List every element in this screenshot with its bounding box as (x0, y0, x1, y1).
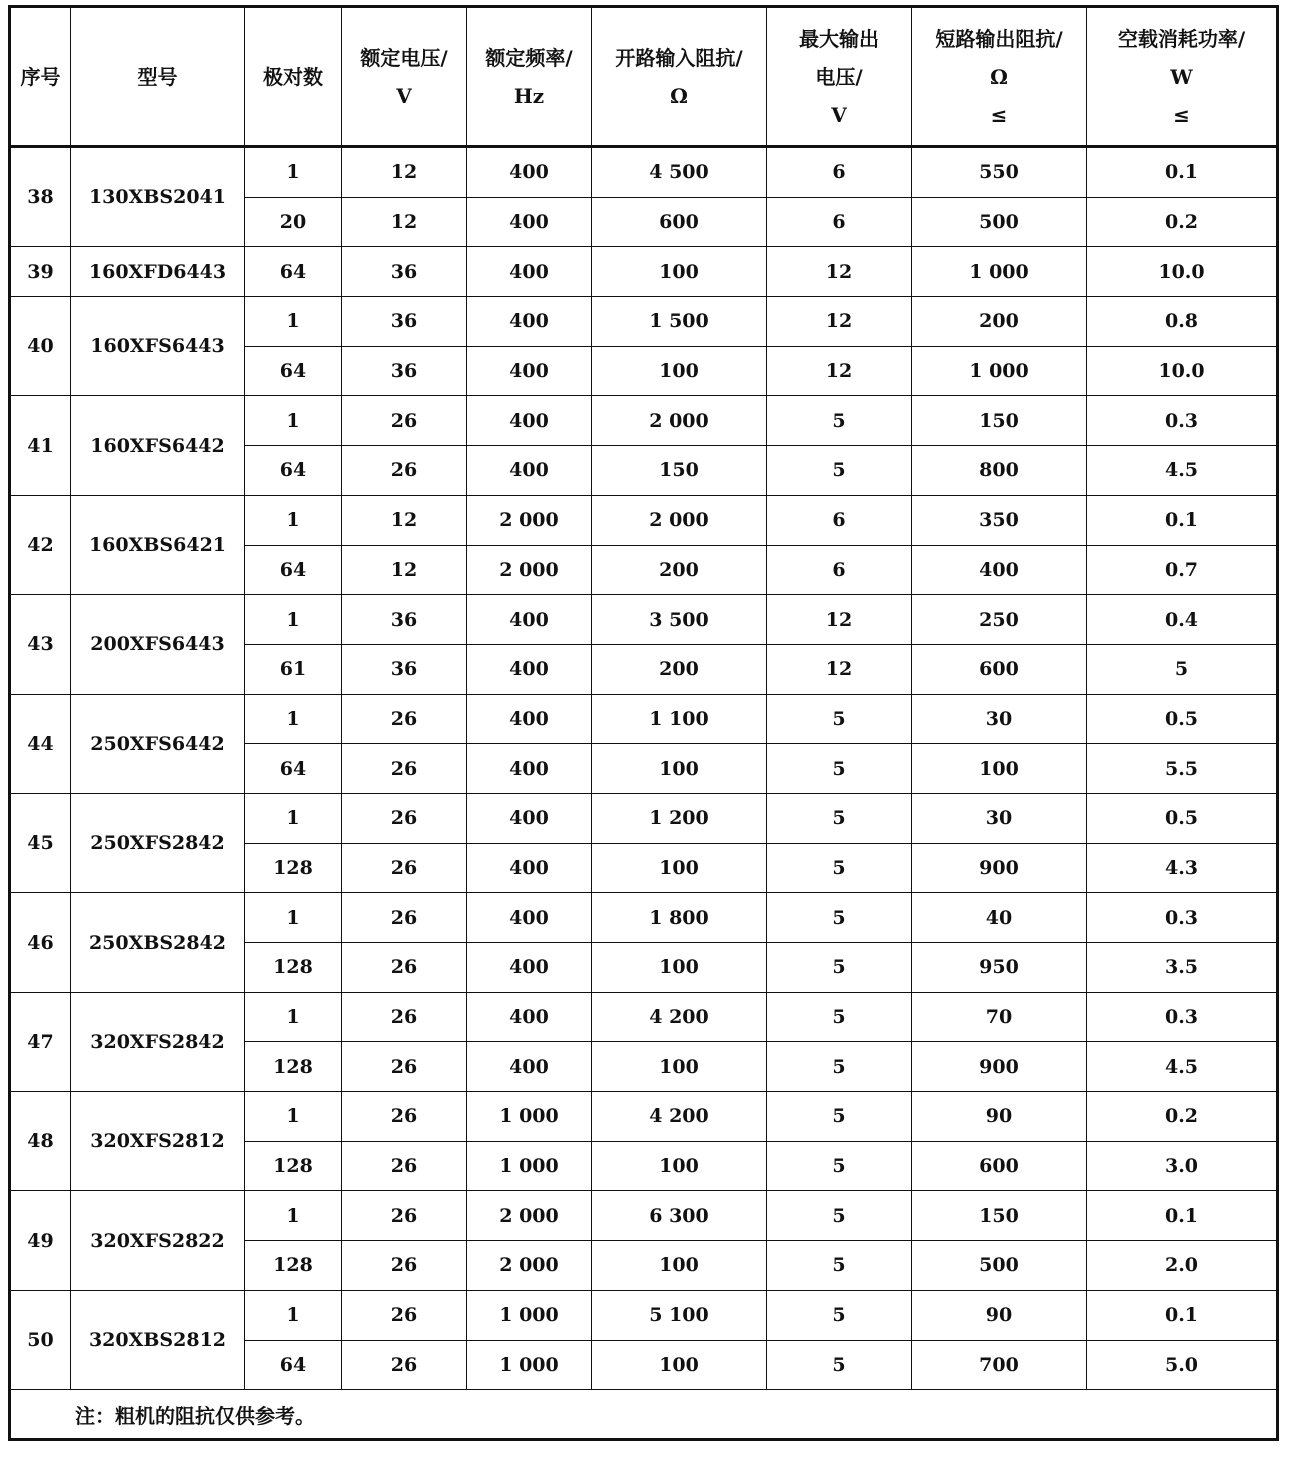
cell-serial-no: 44 (10, 694, 71, 793)
cell-open-input-impedance: 100 (592, 1042, 767, 1092)
spec-table (8, 5, 1279, 1441)
cell-rated-voltage: 26 (342, 694, 467, 744)
cell-open-input-impedance: 100 (592, 247, 767, 297)
cell-pole-pairs: 128 (245, 1241, 342, 1291)
table-row (10, 147, 1278, 198)
cell-rated-frequency: 400 (467, 595, 592, 645)
cell-max-output-voltage: 5 (767, 843, 912, 893)
table-row (10, 694, 1278, 744)
cell-no-load-power: 4.3 (1087, 843, 1278, 893)
cell-max-output-voltage: 5 (767, 1241, 912, 1291)
cell-model: 250XFS2842 (71, 793, 245, 892)
cell-serial-no: 39 (10, 247, 71, 297)
cell-short-output-impedance: 150 (912, 396, 1087, 446)
cell-model: 160XFD6443 (71, 247, 245, 297)
cell-max-output-voltage: 12 (767, 644, 912, 694)
cell-model: 160XFS6442 (71, 396, 245, 495)
cell-max-output-voltage: 12 (767, 247, 912, 297)
cell-rated-frequency: 400 (467, 197, 592, 247)
cell-max-output-voltage: 5 (767, 793, 912, 843)
cell-rated-voltage: 26 (342, 446, 467, 496)
cell-short-output-impedance: 70 (912, 992, 1087, 1042)
cell-pole-pairs: 64 (245, 545, 342, 595)
cell-rated-voltage: 26 (342, 744, 467, 794)
cell-no-load-power: 0.1 (1087, 1191, 1278, 1241)
cell-no-load-power: 4.5 (1087, 446, 1278, 496)
cell-serial-no: 41 (10, 396, 71, 495)
table-row (10, 1290, 1278, 1340)
header-line: ≤ (990, 102, 1008, 127)
cell-rated-frequency: 400 (467, 446, 592, 496)
cell-rated-voltage: 26 (342, 1340, 467, 1390)
cell-short-output-impedance: 500 (912, 1241, 1087, 1291)
cell-max-output-voltage: 5 (767, 1042, 912, 1092)
cell-rated-frequency: 400 (467, 694, 592, 744)
cell-serial-no: 49 (10, 1191, 71, 1290)
cell-serial-no: 46 (10, 893, 71, 992)
table-row (10, 247, 1278, 297)
cell-pole-pairs: 64 (245, 247, 342, 297)
cell-open-input-impedance: 1 100 (592, 694, 767, 744)
header-open-input-impedance (592, 7, 767, 147)
cell-rated-voltage: 36 (342, 297, 467, 347)
cell-max-output-voltage: 5 (767, 744, 912, 794)
header-no-load-power (1087, 7, 1278, 147)
cell-open-input-impedance: 150 (592, 446, 767, 496)
cell-pole-pairs: 128 (245, 943, 342, 993)
cell-pole-pairs: 1 (245, 1191, 342, 1241)
cell-model: 320XFS2812 (71, 1092, 245, 1191)
cell-rated-voltage: 36 (342, 346, 467, 396)
cell-rated-frequency: 1 000 (467, 1340, 592, 1390)
cell-serial-no: 47 (10, 992, 71, 1091)
cell-no-load-power: 5 (1087, 644, 1278, 694)
cell-rated-voltage: 12 (342, 545, 467, 595)
table-row (10, 595, 1278, 645)
cell-rated-voltage: 12 (342, 495, 467, 545)
table-row (10, 1191, 1278, 1241)
cell-open-input-impedance: 6 300 (592, 1191, 767, 1241)
header-max-output-voltage (767, 7, 912, 147)
cell-open-input-impedance: 1 800 (592, 893, 767, 943)
cell-no-load-power: 0.4 (1087, 595, 1278, 645)
cell-max-output-voltage: 12 (767, 297, 912, 347)
cell-max-output-voltage: 6 (767, 197, 912, 247)
cell-no-load-power: 5.5 (1087, 744, 1278, 794)
cell-max-output-voltage: 12 (767, 595, 912, 645)
cell-pole-pairs: 64 (245, 1340, 342, 1390)
header-line: 电压/ (815, 64, 863, 89)
cell-short-output-impedance: 90 (912, 1092, 1087, 1142)
cell-pole-pairs: 1 (245, 992, 342, 1042)
cell-short-output-impedance: 900 (912, 1042, 1087, 1092)
cell-pole-pairs: 64 (245, 744, 342, 794)
cell-serial-no: 50 (10, 1290, 71, 1389)
cell-rated-voltage: 36 (342, 595, 467, 645)
cell-model: 320XFS2842 (71, 992, 245, 1091)
header-line: Ω (990, 64, 1008, 89)
cell-serial-no: 42 (10, 495, 71, 594)
table-row (10, 495, 1278, 545)
cell-rated-voltage: 26 (342, 893, 467, 943)
cell-pole-pairs: 1 (245, 297, 342, 347)
cell-max-output-voltage: 6 (767, 495, 912, 545)
cell-no-load-power: 0.1 (1087, 147, 1278, 198)
cell-short-output-impedance: 600 (912, 1141, 1087, 1191)
cell-model: 320XFS2822 (71, 1191, 245, 1290)
cell-open-input-impedance: 600 (592, 197, 767, 247)
cell-no-load-power: 3.5 (1087, 943, 1278, 993)
cell-rated-frequency: 400 (467, 893, 592, 943)
cell-model: 160XFS6443 (71, 297, 245, 396)
header-line: Ω (670, 83, 688, 108)
cell-pole-pairs: 128 (245, 1141, 342, 1191)
cell-rated-frequency: 400 (467, 396, 592, 446)
cell-short-output-impedance: 200 (912, 297, 1087, 347)
cell-serial-no: 38 (10, 147, 71, 247)
cell-open-input-impedance: 1 500 (592, 297, 767, 347)
cell-open-input-impedance: 5 100 (592, 1290, 767, 1340)
header-serial-no (10, 7, 71, 147)
cell-max-output-voltage: 5 (767, 943, 912, 993)
cell-no-load-power: 0.1 (1087, 1290, 1278, 1340)
table-row (10, 396, 1278, 446)
cell-rated-frequency: 1 000 (467, 1290, 592, 1340)
cell-no-load-power: 4.5 (1087, 1042, 1278, 1092)
cell-max-output-voltage: 5 (767, 1092, 912, 1142)
cell-short-output-impedance: 800 (912, 446, 1087, 496)
header-rated-voltage (342, 7, 467, 147)
cell-model: 200XFS6443 (71, 595, 245, 694)
cell-short-output-impedance: 600 (912, 644, 1087, 694)
cell-max-output-voltage: 5 (767, 893, 912, 943)
header-line: 序号 (20, 64, 61, 89)
header-line: W (1170, 64, 1193, 89)
cell-pole-pairs: 1 (245, 893, 342, 943)
cell-max-output-voltage: 12 (767, 346, 912, 396)
cell-rated-frequency: 400 (467, 346, 592, 396)
cell-no-load-power: 10.0 (1087, 247, 1278, 297)
header-line: 最大输出 (799, 26, 879, 51)
cell-short-output-impedance: 1 000 (912, 247, 1087, 297)
cell-open-input-impedance: 100 (592, 943, 767, 993)
cell-pole-pairs: 1 (245, 396, 342, 446)
cell-rated-frequency: 400 (467, 247, 592, 297)
cell-open-input-impedance: 100 (592, 1340, 767, 1390)
cell-model: 250XBS2842 (71, 893, 245, 992)
cell-pole-pairs: 61 (245, 644, 342, 694)
cell-open-input-impedance: 100 (592, 1141, 767, 1191)
cell-rated-voltage: 26 (342, 396, 467, 446)
cell-max-output-voltage: 5 (767, 1340, 912, 1390)
cell-short-output-impedance: 1 000 (912, 346, 1087, 396)
cell-no-load-power: 0.3 (1087, 396, 1278, 446)
cell-rated-voltage: 26 (342, 1092, 467, 1142)
cell-rated-frequency: 400 (467, 793, 592, 843)
cell-max-output-voltage: 6 (767, 147, 912, 198)
cell-model: 250XFS6442 (71, 694, 245, 793)
cell-no-load-power: 0.5 (1087, 694, 1278, 744)
cell-no-load-power: 5.0 (1087, 1340, 1278, 1390)
header-row (10, 7, 1278, 147)
cell-no-load-power: 0.3 (1087, 893, 1278, 943)
cell-short-output-impedance: 30 (912, 793, 1087, 843)
cell-serial-no: 48 (10, 1092, 71, 1191)
cell-rated-frequency: 2 000 (467, 1191, 592, 1241)
cell-short-output-impedance: 550 (912, 147, 1087, 198)
cell-max-output-voltage: 5 (767, 1141, 912, 1191)
cell-rated-voltage: 26 (342, 1241, 467, 1291)
cell-rated-voltage: 26 (342, 1191, 467, 1241)
cell-rated-frequency: 400 (467, 992, 592, 1042)
cell-rated-frequency: 400 (467, 147, 592, 198)
header-line: V (396, 83, 412, 108)
header-line: ≤ (1173, 102, 1190, 127)
header-line: 额定频率/ (485, 45, 573, 70)
cell-model: 320XBS2812 (71, 1290, 245, 1389)
header-line: 额定电压/ (360, 45, 448, 70)
cell-rated-voltage: 26 (342, 1042, 467, 1092)
cell-rated-voltage: 26 (342, 1290, 467, 1340)
table-row (10, 992, 1278, 1042)
cell-rated-voltage: 26 (342, 992, 467, 1042)
cell-pole-pairs: 128 (245, 1042, 342, 1092)
cell-short-output-impedance: 700 (912, 1340, 1087, 1390)
cell-max-output-voltage: 5 (767, 694, 912, 744)
cell-rated-frequency: 400 (467, 644, 592, 694)
cell-no-load-power: 0.5 (1087, 793, 1278, 843)
cell-short-output-impedance: 900 (912, 843, 1087, 893)
cell-max-output-voltage: 5 (767, 396, 912, 446)
cell-pole-pairs: 1 (245, 1290, 342, 1340)
cell-short-output-impedance: 350 (912, 495, 1087, 545)
cell-open-input-impedance: 3 500 (592, 595, 767, 645)
cell-rated-frequency: 2 000 (467, 495, 592, 545)
cell-no-load-power: 10.0 (1087, 346, 1278, 396)
header-line: 开路输入阻抗/ (615, 45, 743, 70)
cell-short-output-impedance: 950 (912, 943, 1087, 993)
cell-no-load-power: 3.0 (1087, 1141, 1278, 1191)
header-pole-pairs (245, 7, 342, 147)
cell-max-output-voltage: 5 (767, 446, 912, 496)
cell-rated-frequency: 1 000 (467, 1092, 592, 1142)
cell-short-output-impedance: 30 (912, 694, 1087, 744)
cell-pole-pairs: 64 (245, 446, 342, 496)
cell-pole-pairs: 20 (245, 197, 342, 247)
cell-rated-frequency: 1 000 (467, 1141, 592, 1191)
cell-max-output-voltage: 5 (767, 992, 912, 1042)
cell-rated-voltage: 12 (342, 147, 467, 198)
cell-open-input-impedance: 100 (592, 744, 767, 794)
cell-open-input-impedance: 4 200 (592, 992, 767, 1042)
cell-open-input-impedance: 4 200 (592, 1092, 767, 1142)
cell-max-output-voltage: 5 (767, 1290, 912, 1340)
cell-max-output-voltage: 5 (767, 1191, 912, 1241)
cell-max-output-voltage: 6 (767, 545, 912, 595)
cell-short-output-impedance: 400 (912, 545, 1087, 595)
table-row (10, 1092, 1278, 1142)
header-line: 短路输出阻抗/ (935, 26, 1063, 51)
header-short-output-impedance (912, 7, 1087, 147)
cell-short-output-impedance: 40 (912, 893, 1087, 943)
cell-open-input-impedance: 200 (592, 644, 767, 694)
header-rated-frequency (467, 7, 592, 147)
cell-no-load-power: 0.7 (1087, 545, 1278, 595)
cell-no-load-power: 2.0 (1087, 1241, 1278, 1291)
cell-pole-pairs: 1 (245, 495, 342, 545)
table-row (10, 297, 1278, 347)
cell-rated-frequency: 400 (467, 1042, 592, 1092)
cell-rated-frequency: 400 (467, 744, 592, 794)
header-model (71, 7, 245, 147)
cell-short-output-impedance: 100 (912, 744, 1087, 794)
cell-pole-pairs: 1 (245, 595, 342, 645)
cell-rated-frequency: 2 000 (467, 545, 592, 595)
cell-rated-voltage: 26 (342, 843, 467, 893)
cell-pole-pairs: 1 (245, 793, 342, 843)
cell-pole-pairs: 128 (245, 843, 342, 893)
table-body (10, 147, 1278, 1390)
cell-rated-voltage: 26 (342, 793, 467, 843)
table-note: 注：粗机的阻抗仅供参考。 (10, 1390, 1278, 1440)
table-row (10, 893, 1278, 943)
cell-rated-voltage: 36 (342, 247, 467, 297)
cell-open-input-impedance: 200 (592, 545, 767, 595)
cell-pole-pairs: 1 (245, 147, 342, 198)
header-line: 极对数 (263, 64, 323, 89)
cell-short-output-impedance: 150 (912, 1191, 1087, 1241)
cell-no-load-power: 0.3 (1087, 992, 1278, 1042)
cell-serial-no: 40 (10, 297, 71, 396)
cell-short-output-impedance: 250 (912, 595, 1087, 645)
cell-open-input-impedance: 2 000 (592, 396, 767, 446)
cell-serial-no: 45 (10, 793, 71, 892)
cell-open-input-impedance: 4 500 (592, 147, 767, 198)
cell-rated-frequency: 2 000 (467, 1241, 592, 1291)
header-line: V (831, 102, 847, 127)
cell-no-load-power: 0.2 (1087, 197, 1278, 247)
cell-open-input-impedance: 100 (592, 346, 767, 396)
cell-rated-voltage: 36 (342, 644, 467, 694)
cell-open-input-impedance: 2 000 (592, 495, 767, 545)
cell-pole-pairs: 1 (245, 1092, 342, 1142)
cell-rated-voltage: 26 (342, 1141, 467, 1191)
cell-open-input-impedance: 100 (592, 843, 767, 893)
cell-pole-pairs: 64 (245, 346, 342, 396)
cell-rated-frequency: 400 (467, 943, 592, 993)
header-line: 型号 (137, 64, 178, 89)
cell-open-input-impedance: 1 200 (592, 793, 767, 843)
note-row (10, 1390, 1278, 1440)
cell-no-load-power: 0.2 (1087, 1092, 1278, 1142)
cell-rated-frequency: 400 (467, 297, 592, 347)
cell-serial-no: 43 (10, 595, 71, 694)
cell-model: 160XBS6421 (71, 495, 245, 594)
cell-no-load-power: 0.8 (1087, 297, 1278, 347)
cell-short-output-impedance: 90 (912, 1290, 1087, 1340)
cell-no-load-power: 0.1 (1087, 495, 1278, 545)
header-line: Hz (513, 83, 545, 108)
cell-short-output-impedance: 500 (912, 197, 1087, 247)
cell-rated-frequency: 400 (467, 843, 592, 893)
cell-pole-pairs: 1 (245, 694, 342, 744)
cell-model: 130XBS2041 (71, 147, 245, 247)
cell-rated-voltage: 12 (342, 197, 467, 247)
cell-open-input-impedance: 100 (592, 1241, 767, 1291)
header-line: 空载消耗功率/ (1117, 26, 1246, 51)
cell-rated-voltage: 26 (342, 943, 467, 993)
table-row (10, 793, 1278, 843)
